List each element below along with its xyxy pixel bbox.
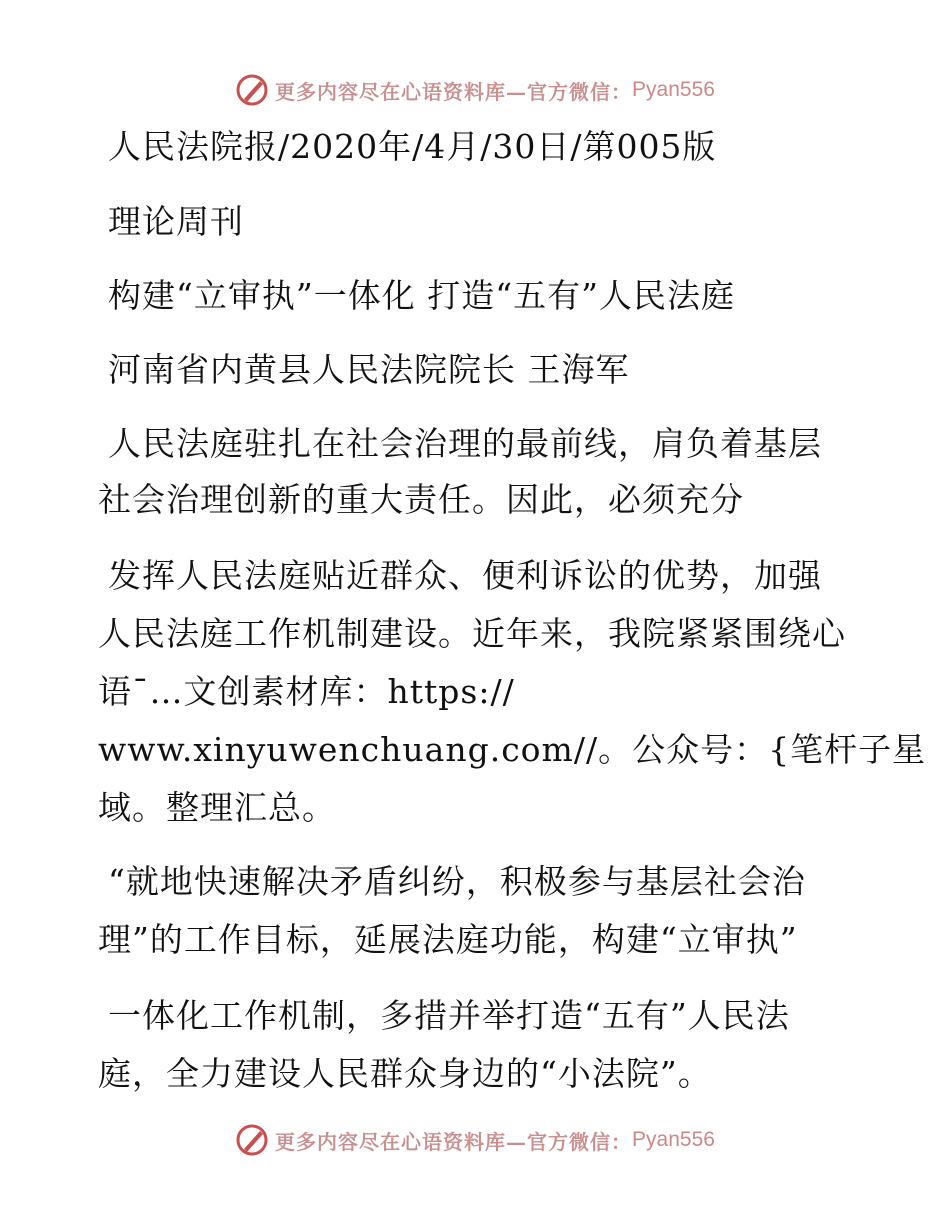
body-line: 域。整理汇总。 (98, 788, 336, 827)
watermark-text: 更多内容尽在心语资料库—官方微信： (275, 79, 633, 104)
body-line: 人民法庭驻扎在社会治理的最前线，肩负着基层 (108, 424, 822, 463)
pen-logo-icon (235, 1123, 269, 1157)
watermark-footer (0, 1120, 950, 1160)
body-line: 一体化工作机制，多措并举打造“五有”人民法 (108, 996, 790, 1035)
body-line: 社会治理创新的重大责任。因此，必须充分 (98, 480, 744, 519)
article-title: 构建“立审执”一体化 打造“五有”人民法庭 (108, 276, 735, 315)
newspaper-source: 人民法院报/2020年/4月/30日/第005版 (108, 127, 717, 166)
body-line: www.xinyuwenchuang.com//。公众号：{笔杆子星 (98, 730, 927, 769)
article-author: 河南省内黄县人民法院院长 王海军 (108, 350, 630, 389)
body-line: 理”的工作目标，延展法庭功能，构建“立审执” (98, 920, 798, 959)
body-line: “就地快速解决矛盾纠纷，积极参与基层社会治 (108, 862, 806, 901)
watermark-text: 更多内容尽在心语资料库—官方微信： (275, 1129, 633, 1154)
pen-logo-icon (235, 73, 269, 107)
watermark-wechat-id: Pyan556 (632, 1128, 715, 1151)
body-line: 语¯…文创素材库：https:// (98, 672, 515, 711)
body-line: 庭，全力建设人民群众身边的“小法院”。 (98, 1054, 712, 1093)
watermark-wechat-id: Pyan556 (632, 78, 715, 101)
body-line: 人民法庭工作机制建设。近年来，我院紧紧围绕心 (98, 614, 846, 653)
body-line: 发挥人民法庭贴近群众、便利诉讼的优势，加强 (108, 556, 822, 595)
watermark-header (0, 70, 950, 110)
section-name: 理论周刊 (108, 202, 244, 241)
